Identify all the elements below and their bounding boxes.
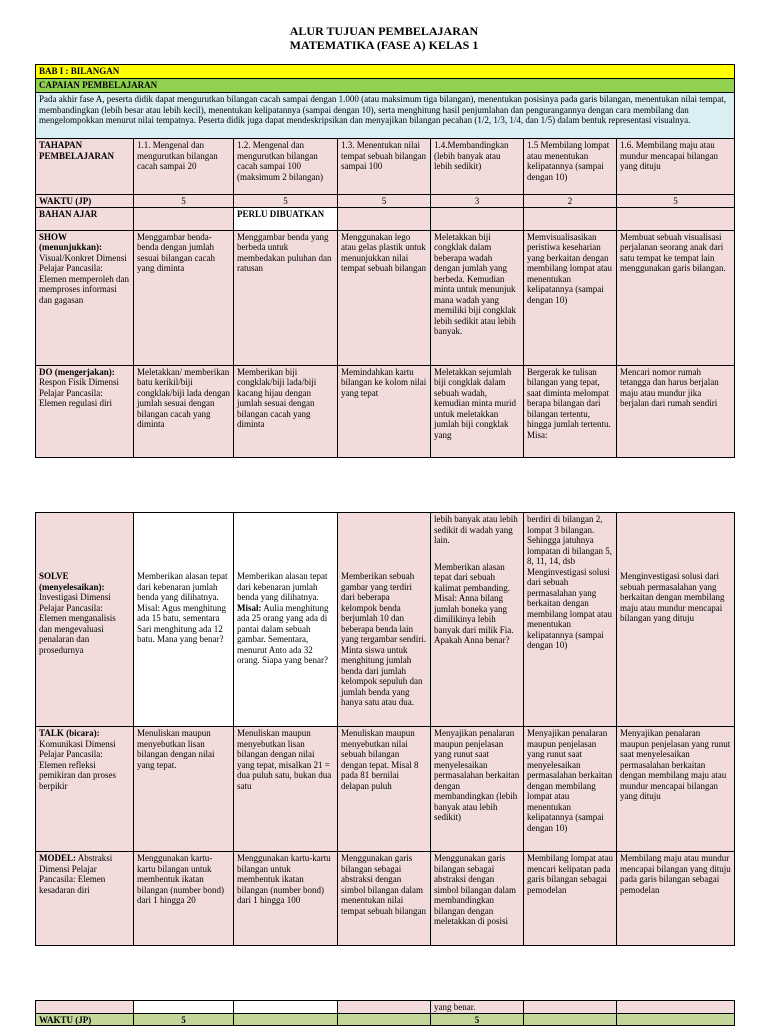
do-cell: Memberikan biji congklak/biji lada/biji kacang hijau dengan jumlah sesuai dengan bilangan cacah yang diminta: [234, 365, 338, 457]
solve-label: [36, 513, 134, 727]
do-cell: Meletakkan sejumlah biji congklak dalam sebuah wadah, kemudian minta murid untuk meletakkan jumlah biji congklak yang: [431, 365, 524, 457]
model-cell: Membilang maju atau mundur mencapai bilangan yang dituju pada garis bilangan sebagai pemodelan: [617, 852, 735, 946]
model-continuation-row: [36, 1001, 735, 1014]
model-cell: Menggunakan garis bilangan sebagai abstraksi dengan simbol bilangan dalam menentukan nilai tempat sebuah bilangan: [338, 852, 431, 946]
talk-cell: Menyajikan penalaran maupun penjelasan yang runut saat menyelesaikan permasalahan berkaitan dengan membilang lompat atau menentukan kelipatannya (sampai dengan 10): [524, 727, 617, 852]
show-head: SHOW (menunjukkan):: [39, 231, 103, 252]
show-row: [36, 230, 735, 365]
show-cell: Meletakkan biji congklak dalam beberapa wadah dengan jumlah yang berbeda. Kemudian minta untuk menunjuk mana wadah yang memiliki biji congklak lebih sedikit atau lebih banyak.: [431, 230, 524, 365]
show-cell: Menggunakan lego atau gelas plastik untuk menunjukkan nilai tempat sebuah bilangan: [338, 230, 431, 365]
do-cell: Meletakkan/ memberikan batu kerikil/biji congklak/biji lada dengan jumlah sesuai dengan bilangan cacah yang diminta: [134, 365, 234, 457]
do-continuation: berdiri di bilangan 2, lompat 3 bilangan. Sehingga jatuhnya lompatan di bilangan 5, 8, 11, 14, dsb: [527, 514, 612, 566]
model-cell: Menggunakan kartu-kartu bilangan untuk membentuk ikatan bilangan (number bond) dari 1 hingga 100: [234, 852, 338, 946]
show-cell: Memvisualisasikan peristiwa keseharian yang berkaitan dengan membilang lompat atau menentukan kelipatannya (sampai dengan 10): [524, 230, 617, 365]
model-cell: Menggunakan garis bilangan sebagai abstraksi dengan simbol bilangan dalam membandingkan bilangan dengan meletakkan di posisi: [431, 852, 524, 946]
document-title: ALUR TUJUAN PEMBELAJARAN: [289, 24, 479, 38]
do-cell: Memindahkan kartu bilangan ke kolom nilai yang tepat: [338, 365, 431, 457]
talk-cell: Menuliskan maupun menyebutkan nilai sebuah bilangan dengan tepat. Misal 8 pada 81 bernilai delapan puluh: [338, 727, 431, 852]
talk-cell: Menuliskan maupun menyebutkan lisan bilangan dengan nilai yang tepat.: [134, 727, 234, 852]
document-subtitle: MATEMATIKA (FASE A) KELAS 1: [289, 38, 479, 52]
waktu-label: WAKTU (JP): [36, 1013, 134, 1026]
bahan-cell: [617, 207, 735, 230]
model-cont-cell: [617, 1001, 735, 1014]
header-tp-1-6: 1.6. Membilang maju atau mundur mencapai bilangan yang dituju: [617, 139, 735, 195]
waktu-value: 5: [617, 195, 735, 208]
capaian-label-row: [36, 79, 735, 93]
bab-title: BAB I : BILANGAN: [36, 65, 735, 79]
model-label: [36, 852, 134, 946]
waktu-value: 3: [431, 195, 524, 208]
model-row: [36, 852, 735, 946]
solve-head: SOLVE (menyelesaikan):: [39, 571, 105, 592]
capaian-text: Pada akhir fase A, peserta didik dapat mengurutkan bilangan cacah sampai dengan 1.000 (atau maksimum tiga bilangan), menentukan posisinya pada garis bilangan, menentukan nilai tempat, membandingkan (lebih besar atau lebih kecil), menentukan kelipatannya (sampai dengan 10), serta menghitung hasil penjumlahan dan pengurangannya dengan cara membilang dan mengelompokkan menurut nilai tempatnya. Peserta didik juga dapat mendeskripsikan dan menyajikan bilangan pecahan (1/2, 1/3, 1/4, dan 1/5) dalam bentuk representasi visualnya.: [36, 93, 735, 139]
bab-row: [36, 65, 735, 79]
bahan-cell: [338, 207, 431, 230]
header-tp-1-2: 1.2. Mengenal dan mengurutkan bilangan cacah sampai 100 (maksimum 2 bilangan): [234, 139, 338, 195]
do-label: [36, 365, 134, 457]
solve-cell: [524, 513, 617, 727]
talk-row: [36, 727, 735, 852]
talk-sub: Komunikasi Dimensi Pelajar Pancasila: Elemen refleksi pemikiran dan proses berpikir: [39, 738, 116, 791]
bahan-cell: [134, 207, 234, 230]
solve-text: Menginvestigasi solusi dari sebuah permasalahan yang berkaitan dengan membilang lompat atau menentukan kelipatannya (sampai dengan 10): [527, 566, 612, 650]
bahan-cell: [431, 207, 524, 230]
do-sub: Respon Fisik Dimensi Pelajar Pancasila: Elemen regulasi diri: [39, 377, 120, 408]
model-sub: Abstraksi Dimensi Pelajar Pancasila: Elemen kesadaran diri: [39, 853, 113, 895]
waktu-value: 2: [524, 195, 617, 208]
bahan-label: BAHAN AJAR: [36, 207, 134, 230]
waktu-label: WAKTU (JP): [36, 195, 134, 208]
header-row: [36, 139, 735, 195]
solve-c2-misal: Misal:: [237, 602, 262, 613]
talk-head: TALK (bicara):: [39, 728, 100, 738]
solve-row: [36, 513, 735, 727]
solve-cell: Memberikan sebuah gambar yang terdiri dari beberapa kelompok benda berjumlah 10 dan beberapa benda lain yang tergambar sendiri. Minta siswa untuk menghitung jumlah benda dari jumlah kelompok sepuluh dan jumlah benda yang hanya satu atau dua.: [338, 513, 431, 727]
talk-cell: Menuliskan maupun menyebutkan lisan bilangan dengan nilai yang tepat, misalkan 21 = dua puluh satu, bukan dua satu: [234, 727, 338, 852]
header-tp-1-1: 1.1. Mengenal dan mengurutkan bilangan cacah sampai 20: [134, 139, 234, 195]
waktu-value: 5: [234, 195, 338, 208]
waktu-value: 5: [338, 195, 431, 208]
solve-c2-text: Memberikan alasan tepat dari kebenaran jumlah benda yang dilihatnya.: [237, 571, 328, 602]
capaian-row: [36, 93, 735, 139]
header-tahapan: TAHAPAN PEMBELAJARAN: [36, 139, 134, 195]
atp-table-part2: [35, 512, 735, 946]
talk-label: [36, 727, 134, 852]
show-sub: Visual/Konkret Dimensi Pelajar Pancasila: Elemen memperoleh dan memproses informasi dan gagasan: [39, 252, 129, 305]
capaian-label: CAPAIAN PEMBELAJARAN: [36, 79, 735, 93]
waktu-row: [36, 195, 735, 208]
model-cont-cell: [234, 1001, 338, 1014]
do-cell: Mencari nomor rumah tetangga dan harus berjalan maju atau mundur jika berjalan dari rumah sendiri: [617, 365, 735, 457]
solve-cell: [431, 513, 524, 727]
waktu-value: 5: [134, 195, 234, 208]
do-cell: Bergerak ke tulisan bilangan yang tepat, saat diminta melompat berapa bilangan dari bilangan tertentu, hingga jumlah tertentu. Misa:: [524, 365, 617, 457]
do-head: DO (mengerjakan):: [39, 366, 115, 377]
model-cont-cell: [338, 1001, 431, 1014]
bahan-cell: [524, 207, 617, 230]
show-cell: Menggambar benda-benda dengan jumlah sesuai bilangan cacah yang diminta: [134, 230, 234, 365]
solve-cell: Memberikan alasan tepat dari kebenaran jumlah benda yang dilihatnya. Misal: Agus menghitung ada 15 batu, sementara Sari menghitung ada 12 batu. Mana yang benar?: [134, 513, 234, 727]
bahan-row: [36, 207, 735, 230]
model-head: MODEL:: [39, 853, 76, 863]
model-cont-cell: yang benar.: [431, 1001, 524, 1014]
header-tp-1-5: 1.5 Membilang lompat atau menentukan kelipatannya (sampai dengan 10): [524, 139, 617, 195]
header-tp-1-4: 1.4.Membandingkan (lebih banyak atau lebih sedikit): [431, 139, 524, 195]
solve-text: Memberikan alasan tepat dari sebuah kalimat pembanding. Misal: Anna bilang jumlah boneka yang dimilikinya lebih banyak dari milik Fia. Apakah Anna benar?: [434, 561, 514, 645]
show-cell: Membuat sebuah visualisasi perjalanan seorang anak dari satu tempat ke tempat lain menggunakan garis bilangan.: [617, 230, 735, 365]
waktu-value: 5: [431, 1013, 524, 1026]
show-cell: Menggambar benda yang berbeda untuk membedakan puluhan dan ratusan: [234, 230, 338, 365]
header-tp-1-3: 1.3. Menentukan nilai tempat sebuah bilangan sampai 100: [338, 139, 431, 195]
solve-cell: [234, 513, 338, 727]
show-label: [36, 230, 134, 365]
talk-cell: Menyajikan penalaran maupun penjelasan yang runut saat menyelesaikan permasalahan berkaitan dengan membandingkan (lebih banyak atau lebih sedikit): [431, 727, 524, 852]
solve-c2-text: Aulia menghitung ada 25 orang yang ada di pantai dalam sebuah gambar. Sementara, menurut Anto ada 32 orang. Siapa yang benar?: [237, 602, 329, 665]
bahan-perlu: PERLU DIBUATKAN: [234, 207, 338, 230]
atp-table-part3: [35, 1000, 735, 1026]
model-cont-cell: [134, 1001, 234, 1014]
solve-sub: Investigasi Dimensi Pelajar Pancasila: Elemen menganalisis dan mengevaluasi penalaran dan prosedurnya: [39, 592, 116, 655]
talk-cell: Menyajikan penalaran maupun penjelasan yang runut saat menyelesaikan permasalahan berkaitan dengan membilang maju atau mundur mencapai bilangan yang dituju: [617, 727, 735, 852]
do-row: [36, 365, 735, 457]
solve-cell: Menginvestigasi solusi dari sebuah permasalahan yang berkaitan dengan membilang maju atau mundur mencapai bilangan yang dituju: [617, 513, 735, 727]
do-continuation: lebih banyak atau lebih sedikit di wadah yang lain.: [434, 514, 518, 545]
model-cell: Menggunakan kartu-kartu bilangan untuk membentuk ikatan bilangan (number bond) dari 1 hingga 20: [134, 852, 234, 946]
waktu-value: 5: [134, 1013, 234, 1026]
atp-table-part1: [35, 64, 735, 458]
model-cont-cell: [36, 1001, 134, 1014]
model-cont-cell: [524, 1001, 617, 1014]
model-cell: Membilang lompat atau mencari kelipatan pada garis bilangan sebagai pemodelan: [524, 852, 617, 946]
